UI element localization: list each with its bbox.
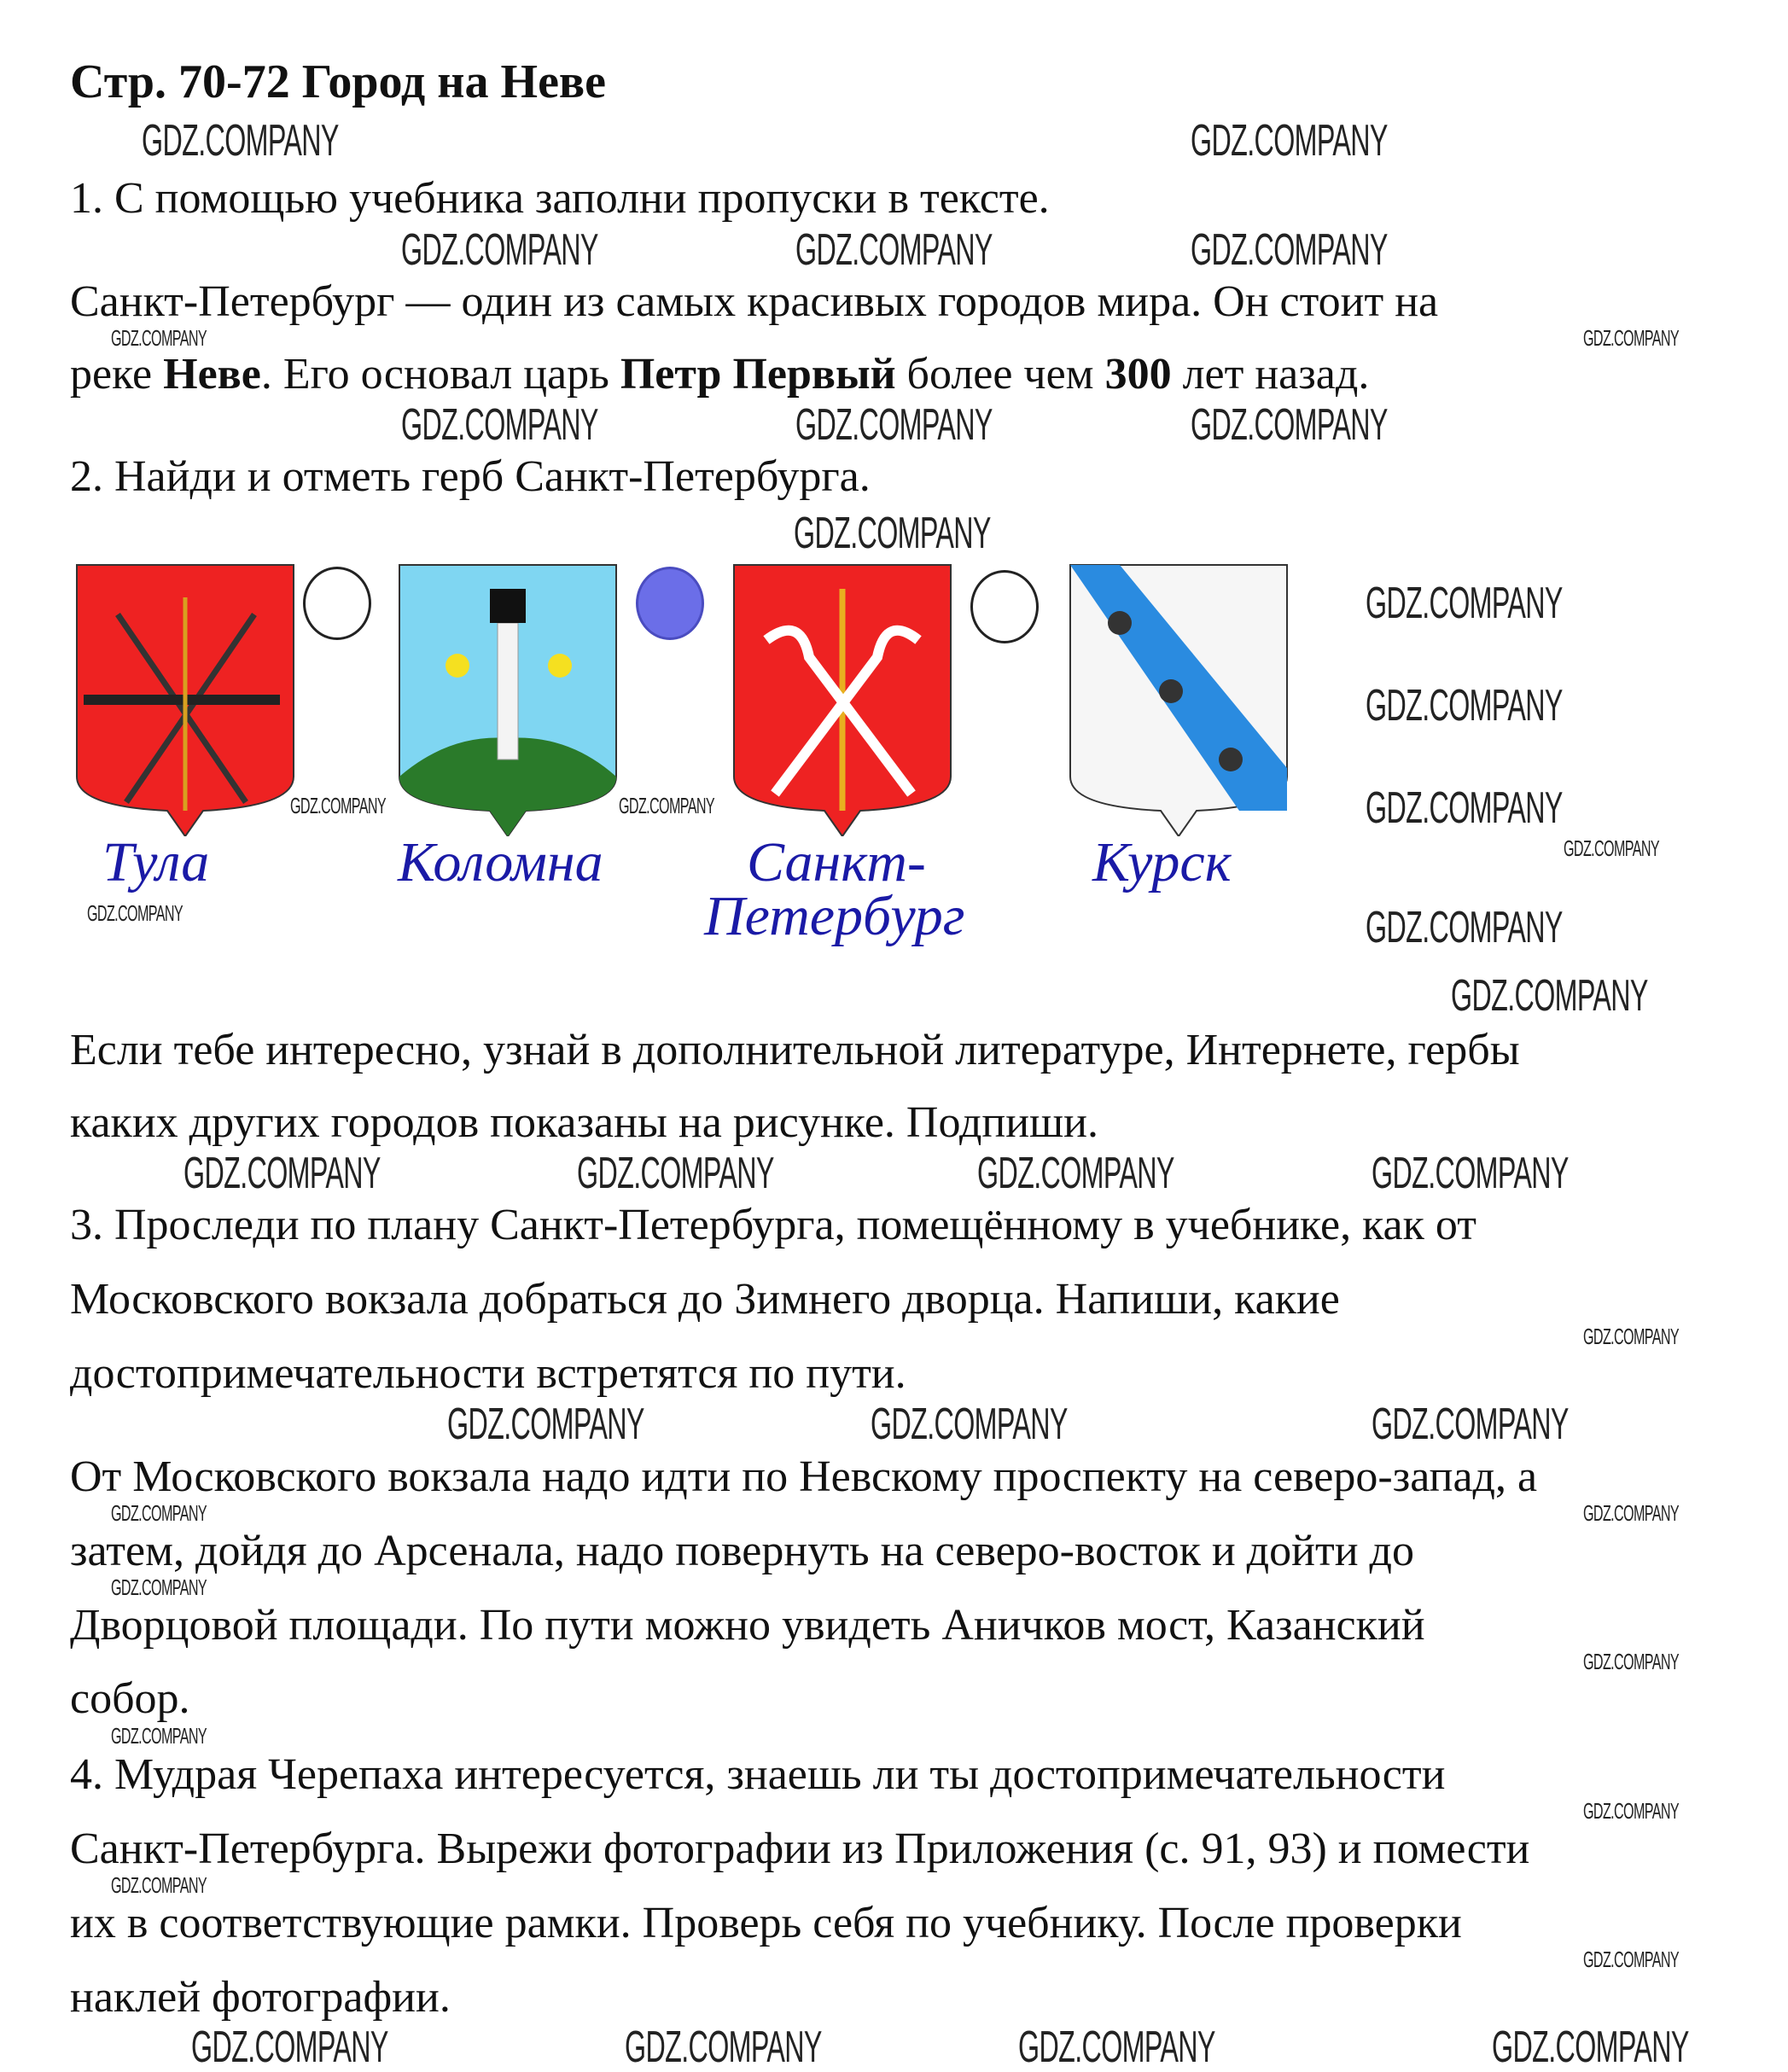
watermark: GDZ.COMPANY xyxy=(795,225,993,275)
task4-line: их в соответствующие рамки. Проверь себя по учебнику. После проверки xyxy=(70,1899,1462,1947)
watermark: GDZ.COMPANY xyxy=(977,1149,1174,1198)
watermark: GDZ.COMPANY xyxy=(191,2023,388,2072)
watermark: GDZ.COMPANY xyxy=(1583,1324,1679,1349)
watermark: GDZ.COMPANY xyxy=(1583,1947,1679,1972)
page-title: Стр. 70-72 Город на Неве xyxy=(70,55,607,108)
tula-radio[interactable] xyxy=(303,567,371,640)
watermark: GDZ.COMPANY xyxy=(795,400,993,450)
watermark: GDZ.COMPANY xyxy=(111,1723,207,1749)
watermark: GDZ.COMPANY xyxy=(290,793,386,818)
text: более чем xyxy=(895,350,1105,399)
task1-line1: Санкт-Петербург — один из самых красивых городов мира. Он стоит на xyxy=(70,277,1439,326)
watermark: GDZ.COMPANY xyxy=(619,793,714,818)
watermark: GDZ.COMPANY xyxy=(1583,325,1679,351)
city-label-spb-2: Петербург xyxy=(704,885,965,947)
tula-coat-of-arms xyxy=(75,563,295,836)
watermark: GDZ.COMPANY xyxy=(1451,971,1648,1021)
text: реке xyxy=(70,350,164,399)
watermark: GDZ.COMPANY xyxy=(142,116,339,166)
task1-line2 xyxy=(70,349,1369,400)
watermark: GDZ.COMPANY xyxy=(401,225,598,275)
watermark: GDZ.COMPANY xyxy=(1583,1500,1679,1526)
text: . Его основал царь xyxy=(260,350,620,399)
watermark: GDZ.COMPANY xyxy=(111,1574,207,1600)
watermark: GDZ.COMPANY xyxy=(1372,1400,1569,1449)
watermark: GDZ.COMPANY xyxy=(111,1872,207,1898)
watermark: GDZ.COMPANY xyxy=(447,1400,644,1449)
watermark: GDZ.COMPANY xyxy=(401,400,598,450)
task2-question: 2. Найди и отметь герб Санкт-Петербурга. xyxy=(70,452,871,501)
task3-line: достопримечательности встретятся по пути. xyxy=(70,1349,906,1398)
city-label-spb-1: Санкт- xyxy=(747,831,926,893)
watermark: GDZ.COMPANY xyxy=(1018,2023,1215,2072)
task3-answer-line: От Московского вокзала надо идти по Невскому проспекту на северо-запад, а xyxy=(70,1452,1538,1501)
task3-line: 3. Проследи по плану Санкт-Петербурга, помещённому в учебнике, как от xyxy=(70,1201,1476,1249)
watermark: GDZ.COMPANY xyxy=(1366,903,1563,952)
watermark: GDZ.COMPANY xyxy=(1583,1649,1679,1674)
city-label-kursk: Курск xyxy=(1092,831,1232,893)
watermark: GDZ.COMPANY xyxy=(1191,116,1388,166)
task4-line: Санкт-Петербурга. Вырежи фотографии из Приложения (с. 91, 93) и помести xyxy=(70,1825,1530,1873)
task3-answer-line: собор. xyxy=(70,1674,190,1723)
task4-line: наклей фотографии. xyxy=(70,1973,451,2022)
task4-line: 4. Мудрая Черепаха интересуется, знаешь ли ты достопримечательности xyxy=(70,1750,1446,1799)
answer-peter: Петр Первый xyxy=(620,350,896,399)
saint-petersburg-radio[interactable] xyxy=(970,570,1039,643)
watermark: GDZ.COMPANY xyxy=(1366,579,1563,628)
task2-note-line1: Если тебе интересно, узнай в дополнительной литературе, Интернете, гербы xyxy=(70,1026,1520,1074)
kolomna-coat-of-arms xyxy=(398,563,618,836)
task3-answer-line: затем, дойдя до Арсенала, надо повернуть на северо-восток и дойти до xyxy=(70,1527,1414,1575)
watermark: GDZ.COMPANY xyxy=(1191,400,1388,450)
watermark: GDZ.COMPANY xyxy=(794,509,991,558)
task1-question: 1. С помощью учебника заполни пропуски в тексте. xyxy=(70,174,1050,223)
watermark: GDZ.COMPANY xyxy=(1366,783,1563,833)
watermark: GDZ.COMPANY xyxy=(87,900,183,926)
kursk-coat-of-arms xyxy=(1069,563,1289,836)
watermark: GDZ.COMPANY xyxy=(1366,681,1563,730)
task3-line: Московского вокзала добраться до Зимнего дворца. Напиши, какие xyxy=(70,1275,1340,1324)
text: лет назад. xyxy=(1171,350,1370,399)
watermark: GDZ.COMPANY xyxy=(1564,835,1659,861)
task3-answer-line: Дворцовой площади. По пути можно увидеть Аничков мост, Казанский xyxy=(70,1601,1425,1650)
watermark: GDZ.COMPANY xyxy=(1191,225,1388,275)
watermark: GDZ.COMPANY xyxy=(1583,1798,1679,1824)
watermark: GDZ.COMPANY xyxy=(1372,1149,1569,1198)
watermark: GDZ.COMPANY xyxy=(183,1149,381,1198)
watermark: GDZ.COMPANY xyxy=(625,2023,822,2072)
task2-note-line2: каких других городов показаны на рисунке. Подпиши. xyxy=(70,1098,1098,1147)
watermark: GDZ.COMPANY xyxy=(111,325,207,351)
answer-300: 300 xyxy=(1104,350,1172,399)
city-label-tula: Тула xyxy=(102,831,210,893)
answer-neva: Неве xyxy=(163,350,261,399)
watermark: GDZ.COMPANY xyxy=(577,1149,774,1198)
city-label-kolomna: Коломна xyxy=(398,831,603,893)
kolomna-radio[interactable] xyxy=(636,567,704,640)
watermark: GDZ.COMPANY xyxy=(871,1400,1068,1449)
watermark: GDZ.COMPANY xyxy=(1492,2023,1689,2072)
watermark: GDZ.COMPANY xyxy=(111,1500,207,1526)
saint-petersburg-coat-of-arms xyxy=(732,563,952,836)
